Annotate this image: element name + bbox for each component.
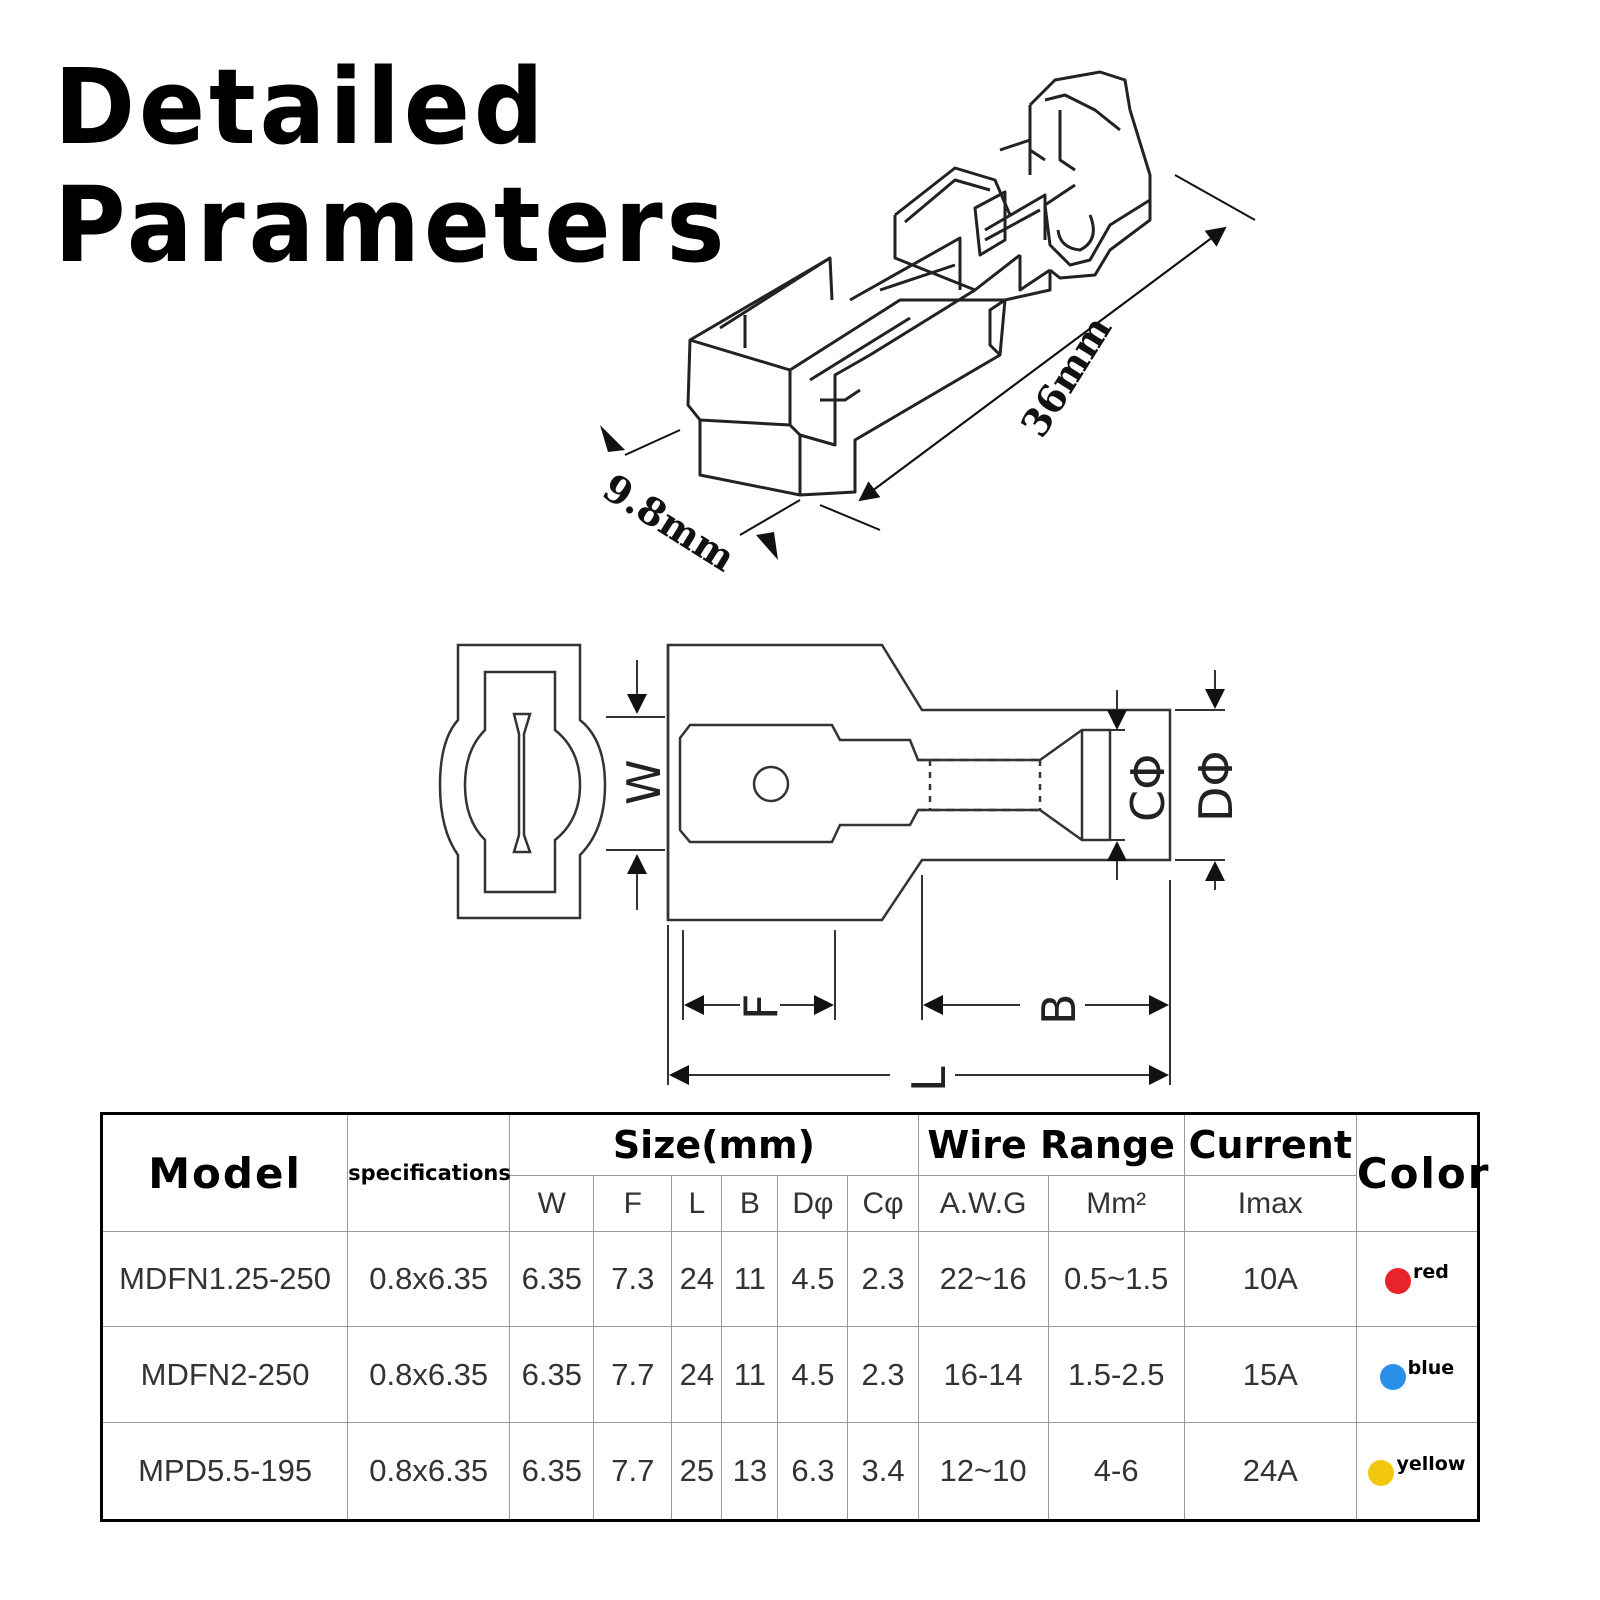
cell-model: MDFN2-250 [102, 1327, 348, 1422]
cell-spec: 0.8x6.35 [348, 1422, 510, 1520]
cell-imax: 10A [1184, 1232, 1356, 1327]
cell-color [1356, 1422, 1478, 1520]
cell-b: 11 [722, 1232, 778, 1327]
header-current: Current [1184, 1114, 1356, 1176]
cell-c: 2.3 [848, 1327, 918, 1422]
w-dimension-label: W [617, 759, 671, 805]
width-dimension-label: 9.8mm [595, 464, 744, 581]
cell-d: 4.5 [778, 1327, 848, 1422]
cell-color [1356, 1327, 1478, 1422]
top-dimension-lines [625, 175, 1255, 535]
cell-w: 6.35 [510, 1232, 594, 1327]
cell-spec: 0.8x6.35 [348, 1327, 510, 1422]
header-w: W [510, 1176, 594, 1232]
header-size: Size(mm) [510, 1114, 918, 1176]
width-arrow-head-right [756, 532, 778, 560]
cell-mm2: 0.5~1.5 [1048, 1232, 1184, 1327]
header-model: Model [102, 1114, 348, 1232]
table-row [102, 1422, 1479, 1520]
cell-d: 4.5 [778, 1232, 848, 1327]
cell-c: 3.4 [848, 1422, 918, 1520]
table-row [102, 1327, 1479, 1422]
color-name: yellow [1396, 1452, 1466, 1475]
cell-model: MPD5.5-195 [102, 1422, 348, 1520]
cell-b: 13 [722, 1422, 778, 1520]
cell-l: 24 [672, 1232, 722, 1327]
header-wire-range: Wire Range [918, 1114, 1184, 1176]
cell-model: MDFN1.25-250 [102, 1232, 348, 1327]
cell-spec: 0.8x6.35 [348, 1232, 510, 1327]
f-dimension-label: F [734, 993, 788, 1020]
cell-l: 25 [672, 1422, 722, 1520]
header-f: F [594, 1176, 672, 1232]
color-dot [1385, 1268, 1411, 1294]
cell-awg: 12~10 [918, 1422, 1048, 1520]
width-arrow-head-left [600, 425, 625, 452]
color-dot [1380, 1364, 1406, 1390]
cell-awg: 16-14 [918, 1327, 1048, 1422]
b-dimension-label: B [1032, 993, 1086, 1025]
parameters-table [100, 1112, 1491, 1522]
orthographic-terminal-drawing [440, 645, 1170, 920]
cell-awg: 22~16 [918, 1232, 1048, 1327]
cell-imax: 15A [1184, 1327, 1356, 1422]
header-awg: A.W.G [918, 1176, 1048, 1232]
cell-c: 2.3 [848, 1232, 918, 1327]
cell-f: 7.7 [594, 1327, 672, 1422]
cell-imax: 24A [1184, 1422, 1356, 1520]
color-dot [1368, 1460, 1394, 1486]
cell-color [1356, 1232, 1478, 1327]
c-diameter-label: CΦ [1121, 753, 1175, 822]
cell-d: 6.3 [778, 1422, 848, 1520]
header-specifications: specifications [348, 1114, 510, 1232]
isometric-connector-drawing [688, 72, 1150, 495]
header-color: Color [1356, 1114, 1478, 1232]
cell-mm2: 1.5-2.5 [1048, 1327, 1184, 1422]
cell-w: 6.35 [510, 1422, 594, 1520]
d-diameter-label: DΦ [1189, 750, 1243, 822]
length-dimension-label: 36mm [1011, 307, 1121, 445]
header-b: B [722, 1176, 778, 1232]
header-c-diameter: Cφ [848, 1176, 918, 1232]
header-d-diameter: Dφ [778, 1176, 848, 1232]
header-imax: Imax [1184, 1176, 1356, 1232]
cell-l: 24 [672, 1327, 722, 1422]
cell-f: 7.3 [594, 1232, 672, 1327]
header-mm2: Mm² [1048, 1176, 1184, 1232]
title-line-2: Parameters [54, 164, 729, 286]
cell-mm2: 4-6 [1048, 1422, 1184, 1520]
l-dimension-label: L [902, 1066, 956, 1092]
color-name: blue [1407, 1356, 1455, 1379]
color-name: red [1412, 1261, 1449, 1284]
header-l: L [672, 1176, 722, 1232]
title-line-1: Detailed [54, 46, 548, 168]
table-row [102, 1232, 1479, 1327]
cell-w: 6.35 [510, 1327, 594, 1422]
cell-b: 11 [722, 1327, 778, 1422]
cell-f: 7.7 [594, 1422, 672, 1520]
